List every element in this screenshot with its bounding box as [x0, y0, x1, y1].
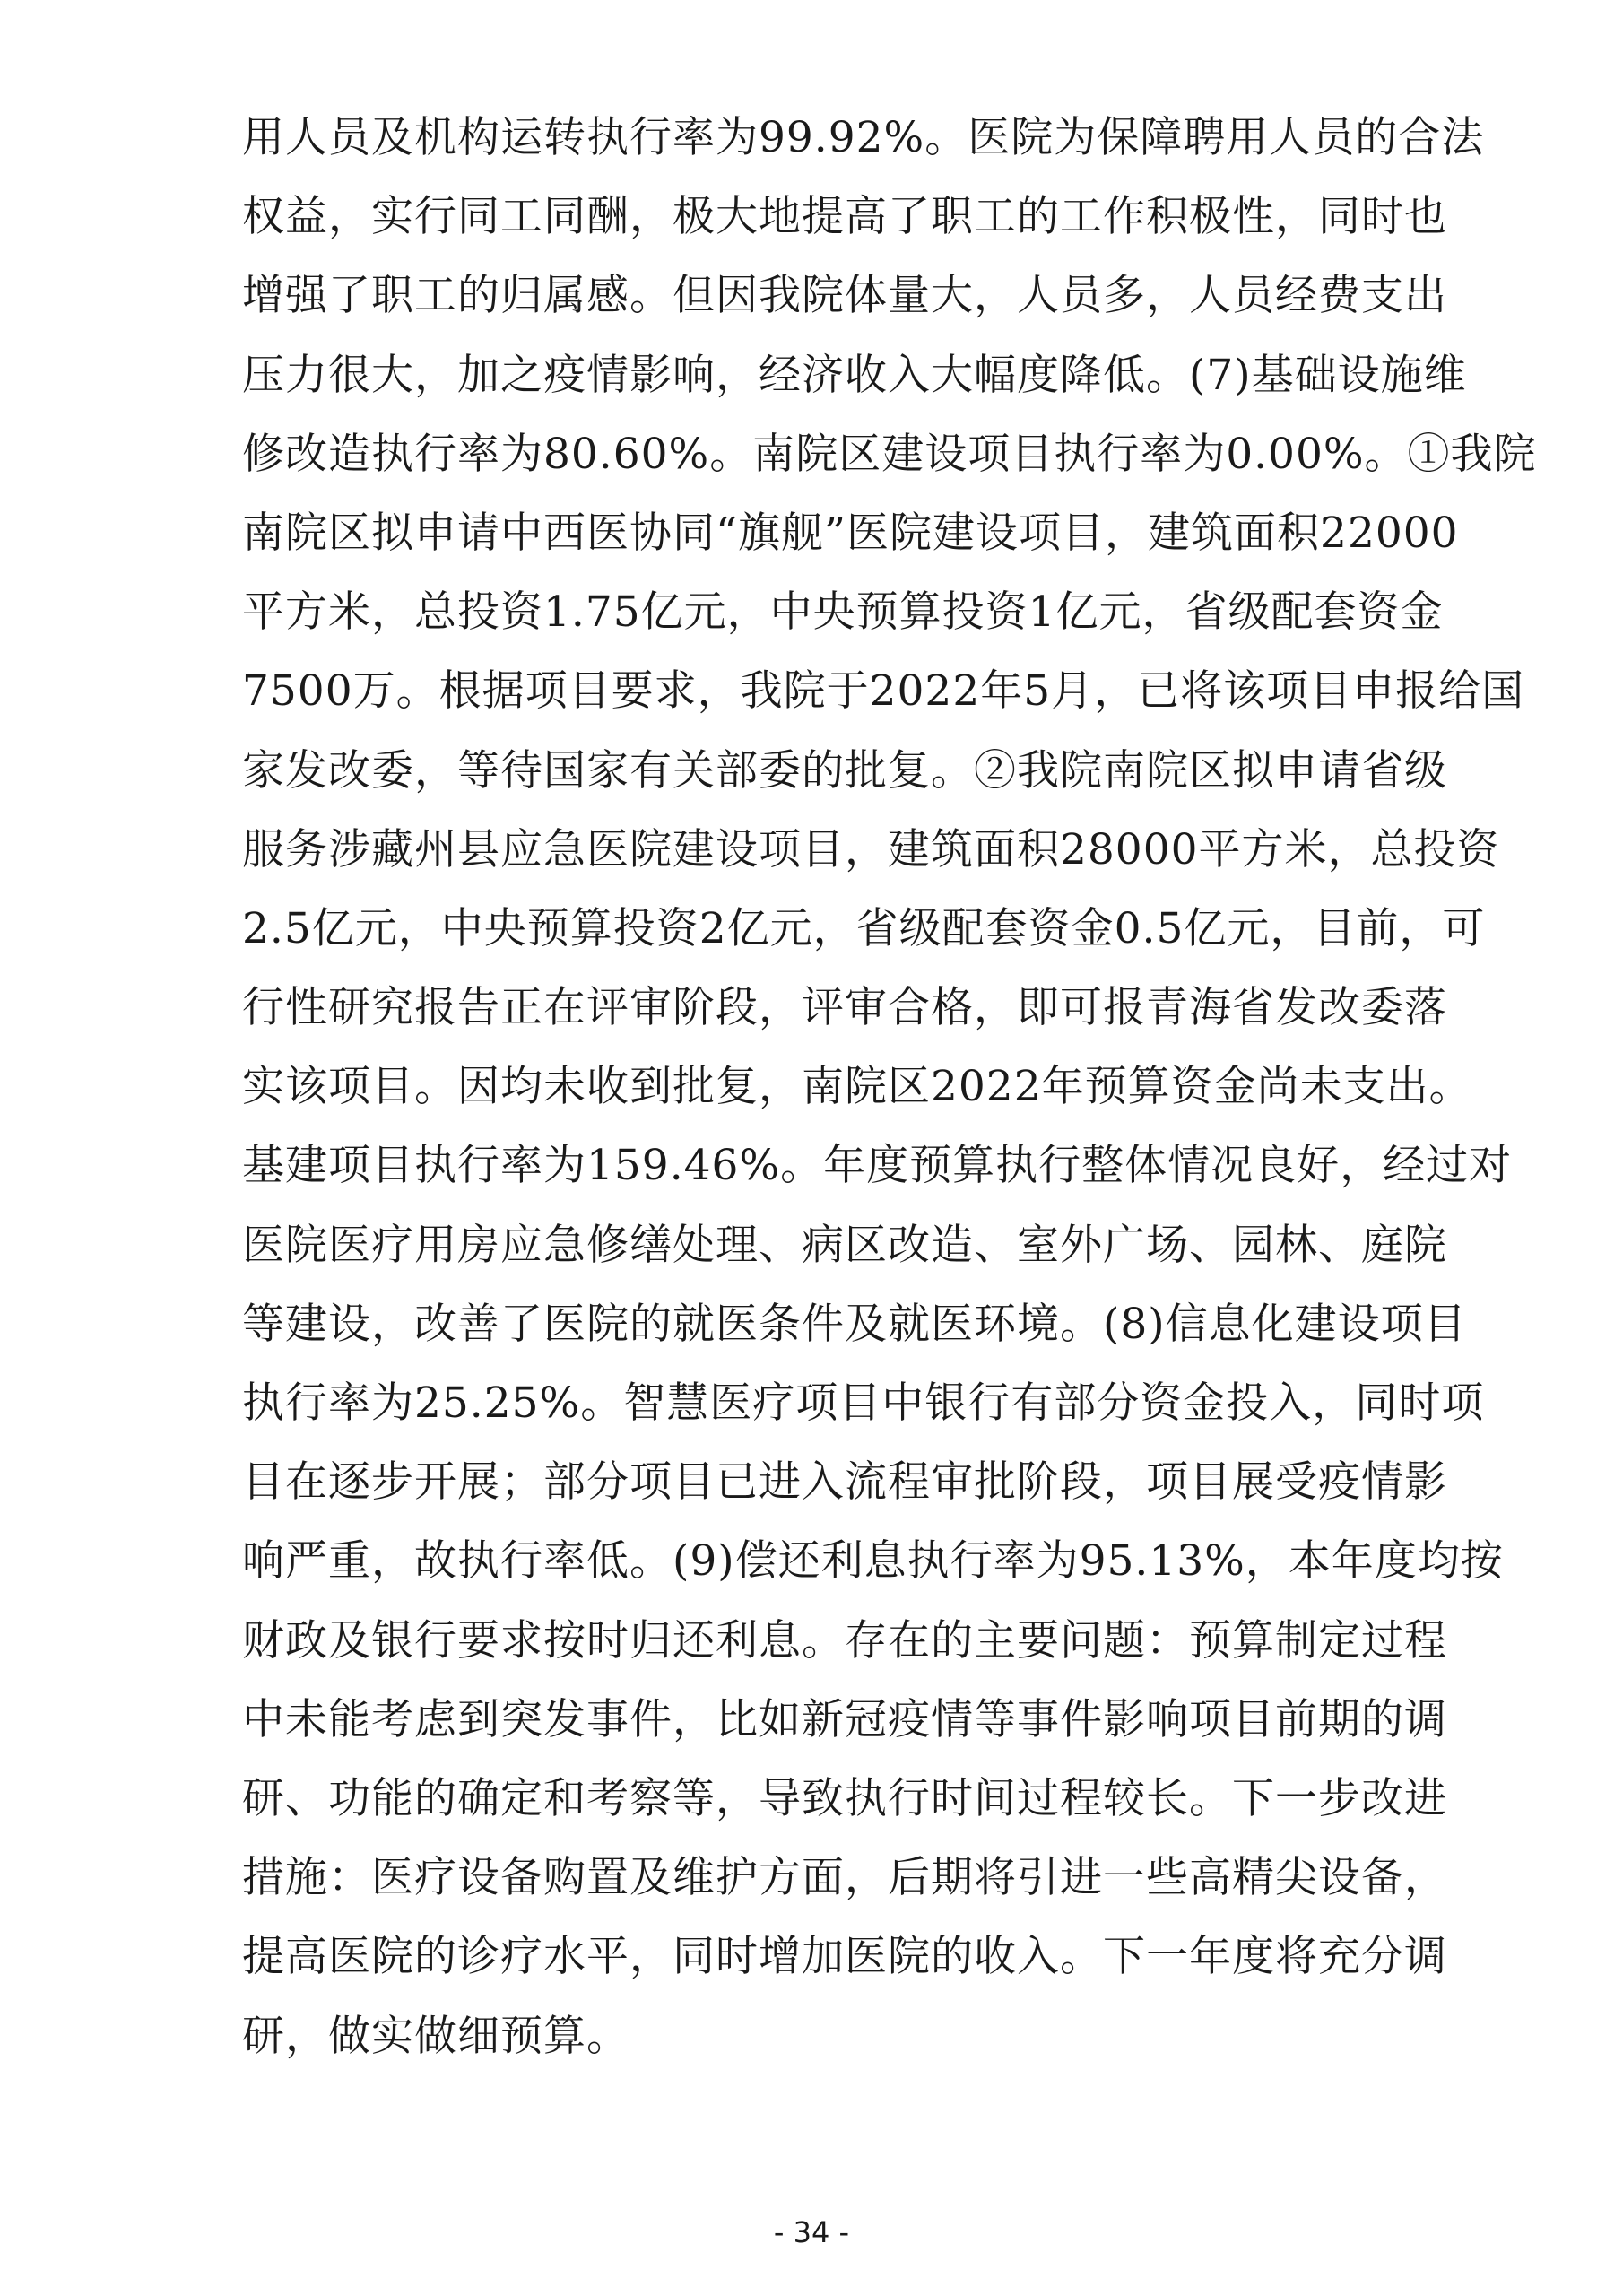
text-line: 财政及银行要求按时归还利息。存在的主要问题：预算制定过程 [242, 1615, 1447, 1665]
text-line: 等建设，改善了医院的就医条件及就医环境。(8)信息化建设项目 [242, 1299, 1467, 1349]
text-line: 行性研究报告正在评审阶段，评审合格，即可报青海省发改委落 [242, 983, 1447, 1033]
text-line: 压力很大，加之疫情影响，经济收入大幅度降低。(7)基础设施维 [242, 350, 1467, 400]
text-line: 研，做实做细预算。 [242, 2011, 629, 2061]
text-line: 平方米，总投资1.75亿元，中央预算投资1亿元，省级配套资金 [242, 587, 1444, 638]
body-text [242, 99, 1537, 2076]
text-line: 家发改委，等待国家有关部委的批复。②我院南院区拟申请省级 [242, 745, 1447, 796]
text-line: 目在逐步开展；部分项目已进入流程审批阶段，项目展受疫情影 [242, 1457, 1447, 1508]
page-number: - 34 - [773, 2215, 850, 2249]
text-line: 用人员及机构运转执行率为99.92%。医院为保障聘用人员的合法 [242, 113, 1485, 162]
text-line: 措施：医疗设备购置及维护方面，后期将引进一些高精尖设备， [242, 1853, 1447, 1903]
text-line: 医院医疗用房应急修缮处理、病区改造、室外广场、园林、庭院 [242, 1220, 1447, 1270]
text-line: 权益，实行同工同酬，极大地提高了职工的工作积极性，同时也 [242, 192, 1447, 242]
text-line: 基建项目执行率为159.46%。年度预算执行整体情况良好，经过对 [242, 1141, 1513, 1191]
text-line: 2.5亿元，中央预算投资2亿元，省级配套资金0.5亿元，目前，可 [242, 903, 1486, 953]
text-line: 增强了职工的归属感。但因我院体量大，人员多，人员经费支出 [242, 271, 1447, 321]
text-line: 服务涉藏州县应急医院建设项目，建筑面积28000平方米，总投资 [242, 824, 1500, 874]
text-line: 提高医院的诊疗水平，同时增加医院的收入。下一年度将充分调 [242, 1932, 1447, 1982]
text-line: 修改造执行率为80.60%。南院区建设项目执行率为0.00%。①我院 [242, 429, 1537, 479]
text-line: 执行率为25.25%。智慧医疗项目中银行有部分资金投入，同时项 [242, 1378, 1485, 1428]
text-line: 实该项目。因均未收到批复，南院区2022年预算资金尚未支出。 [242, 1062, 1472, 1112]
text-line: 7500万。根据项目要求，我院于2022年5月，已将该项目申报给国 [242, 666, 1525, 717]
text-line: 研、功能的确定和考察等，导致执行时间过程较长。下一步改进 [242, 1773, 1447, 1823]
text-line: 中未能考虑到突发事件，比如新冠疫情等事件影响项目前期的调 [242, 1694, 1447, 1744]
text-line: 南院区拟申请中西医协同“旗舰”医院建设项目，建筑面积22000 [242, 508, 1459, 558]
text-line: 响严重，故执行率低。(9)偿还利息执行率为95.13%，本年度均按 [242, 1536, 1504, 1587]
